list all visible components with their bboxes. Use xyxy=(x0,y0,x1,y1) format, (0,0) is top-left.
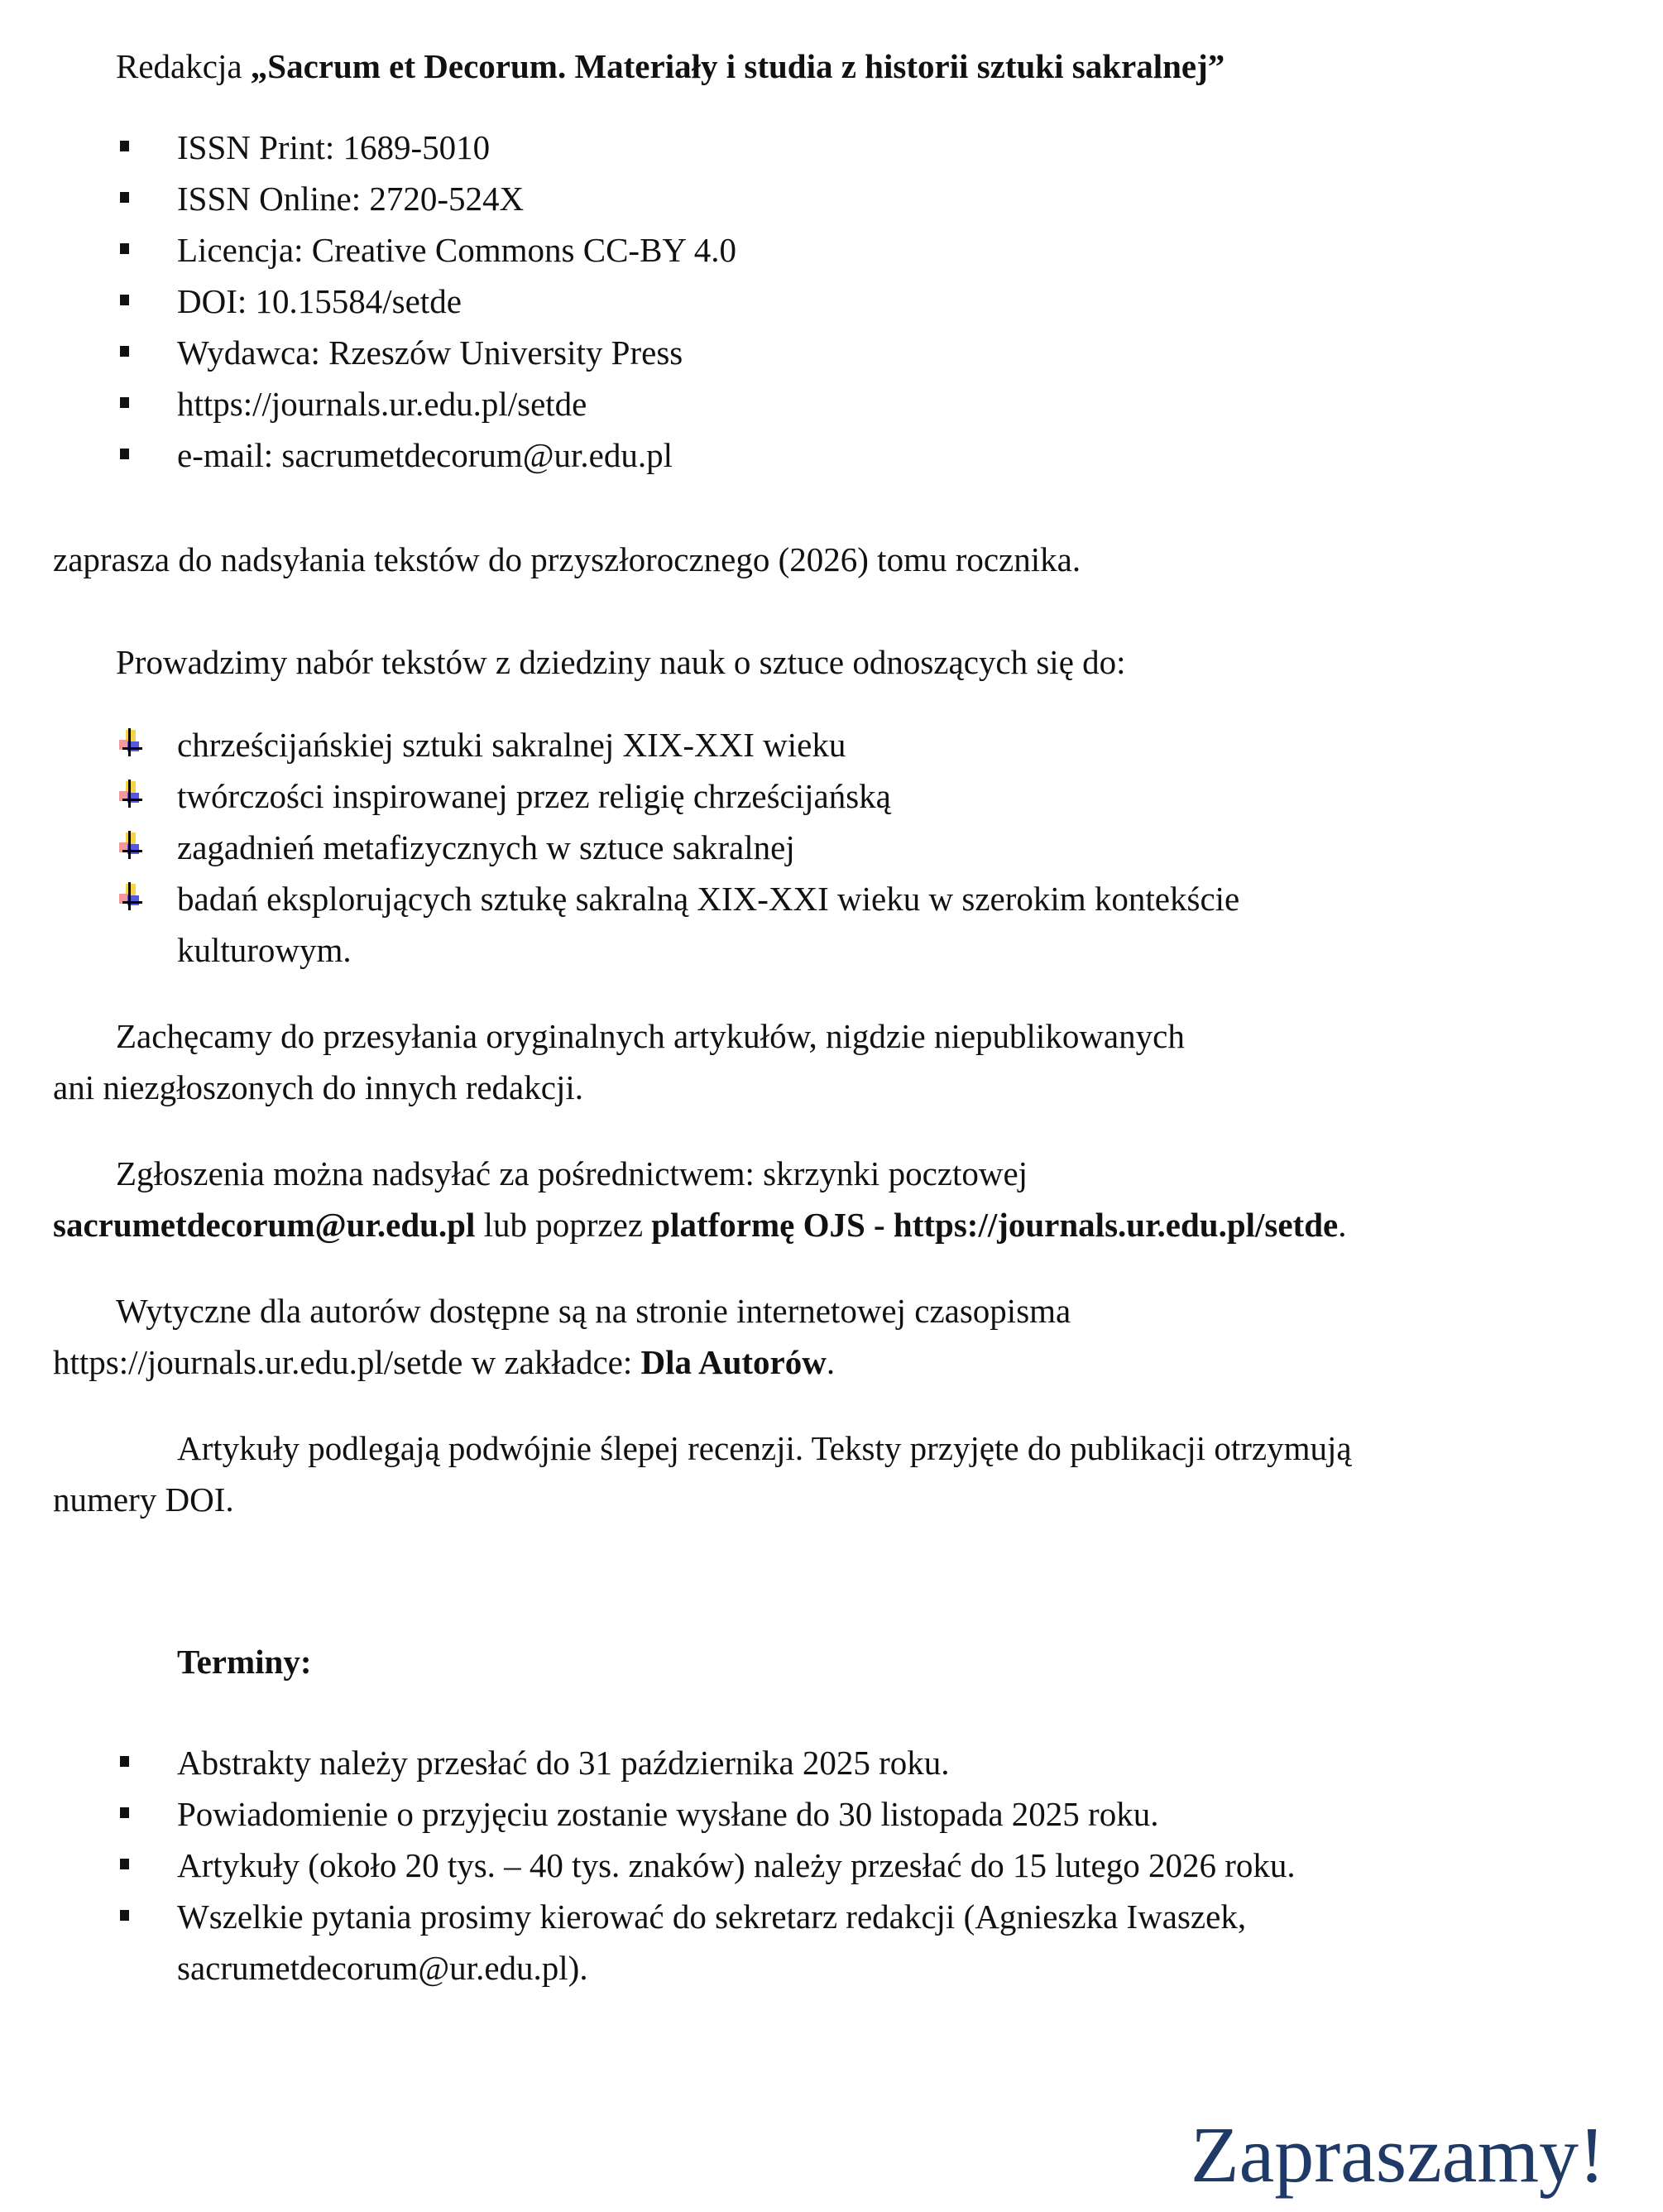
list-item-continuation: kulturowym. xyxy=(177,931,352,969)
submit-text-line2 xyxy=(53,1208,1346,1242)
list-item: DOI: 10.15584/setde xyxy=(177,282,462,320)
list-item: chrześcijańskiej sztuki sakralnej XIX-XXI wieku xyxy=(177,726,846,764)
list-item: ISSN Online: 2720-524X xyxy=(177,180,525,218)
list-item: Powiadomienie o przyjęciu zostanie wysłane do 30 listopada 2025 roku. xyxy=(177,1795,1159,1833)
deadlines-title: Terminy: xyxy=(177,1643,312,1681)
list-item: zagadnień metafizycznych w sztuce sakralnej xyxy=(177,828,795,866)
submit-email-link[interactable]: sacrumetdecorum@ur.edu.pl xyxy=(53,1206,476,1244)
list-item-continuation: sacrumetdecorum@ur.edu.pl). xyxy=(177,1949,588,1987)
header-line xyxy=(116,47,1225,85)
square-bullet-icon xyxy=(120,346,129,357)
square-bullet-icon xyxy=(120,1756,129,1767)
review-text-line1: Artykuły podlegają podwójnie ślepej recenzji. Teksty przyjęte do publikacji otrzymują xyxy=(177,1429,1352,1467)
list-item: Wszelkie pytania prosimy kierować do sekretarz redakcji (Agnieszka Iwaszek, xyxy=(177,1898,1247,1936)
journal-title: „Sacrum et Decorum. Materiały i studia z historii sztuki sakralnej” xyxy=(250,47,1225,85)
square-bullet-icon xyxy=(120,397,129,408)
scope-intro: Prowadzimy nabór tekstów z dziedziny nauk o sztuce odnoszących się do: xyxy=(116,643,1126,681)
email-link[interactable]: e-mail: sacrumetdecorum@ur.edu.pl xyxy=(177,436,673,474)
square-bullet-icon xyxy=(120,1859,129,1869)
submit-end: . xyxy=(1338,1206,1347,1244)
square-bullet-icon xyxy=(120,295,129,305)
guide-text-line1: Wytyczne dla autorów dostępne są na stronie internetowej czasopisma xyxy=(116,1292,1071,1330)
square-bullet-icon xyxy=(120,243,129,254)
cross-bullet-icon xyxy=(117,728,146,756)
invite-text: zaprasza do nadsyłania tekstów do przyszłorocznego (2026) tomu rocznika. xyxy=(53,540,1081,578)
header-prefix: Redakcja xyxy=(116,47,251,85)
square-bullet-icon xyxy=(120,141,129,151)
authors-tab-name: Dla Autorów xyxy=(640,1343,827,1381)
cross-bullet-icon xyxy=(117,780,146,808)
square-bullet-icon xyxy=(120,1910,129,1921)
list-item: Licencja: Creative Commons CC-BY 4.0 xyxy=(177,231,736,269)
list-item: Artykuły (około 20 tys. – 40 tys. znaków) należy przesłać do 15 lutego 2026 roku. xyxy=(177,1846,1296,1884)
list-item: twórczości inspirowanej przez religię chrześcijańską xyxy=(177,777,891,815)
square-bullet-icon xyxy=(120,192,129,203)
cross-bullet-icon xyxy=(117,831,146,859)
original-text-line1: Zachęcamy do przesyłania oryginalnych artykułów, nigdzie niepublikowanych xyxy=(116,1017,1185,1055)
guide-text-line2 xyxy=(53,1343,836,1381)
list-item: Abstrakty należy przesłać do 31 października 2025 roku. xyxy=(177,1744,950,1782)
submit-mid-text: lub poprzez xyxy=(475,1206,652,1244)
list-item: Wydawca: Rzeszów University Press xyxy=(177,333,683,372)
guide-end: . xyxy=(826,1343,836,1381)
original-text-line2: ani niezgłoszonych do innych redakcji. xyxy=(53,1068,583,1106)
closing-invitation: Zapraszamy! xyxy=(1190,2110,1605,2199)
journal-link[interactable]: https://journals.ur.edu.pl/setde xyxy=(177,385,587,423)
guide-url: https://journals.ur.edu.pl/setde w zakładce: xyxy=(53,1343,641,1381)
review-text-line2: numery DOI. xyxy=(53,1480,234,1519)
ojs-platform-link[interactable]: platformę OJS - https://journals.ur.edu.pl/setde xyxy=(651,1206,1339,1244)
square-bullet-icon xyxy=(120,449,129,459)
cross-bullet-icon xyxy=(117,882,146,910)
submit-text-line1: Zgłoszenia można nadsyłać za pośrednictwem: skrzynki pocztowej xyxy=(116,1154,1028,1192)
square-bullet-icon xyxy=(120,1807,129,1818)
list-item: ISSN Print: 1689-5010 xyxy=(177,128,491,166)
list-item: badań eksplorujących sztukę sakralną XIX-XXI wieku w szerokim kontekście xyxy=(177,880,1240,918)
